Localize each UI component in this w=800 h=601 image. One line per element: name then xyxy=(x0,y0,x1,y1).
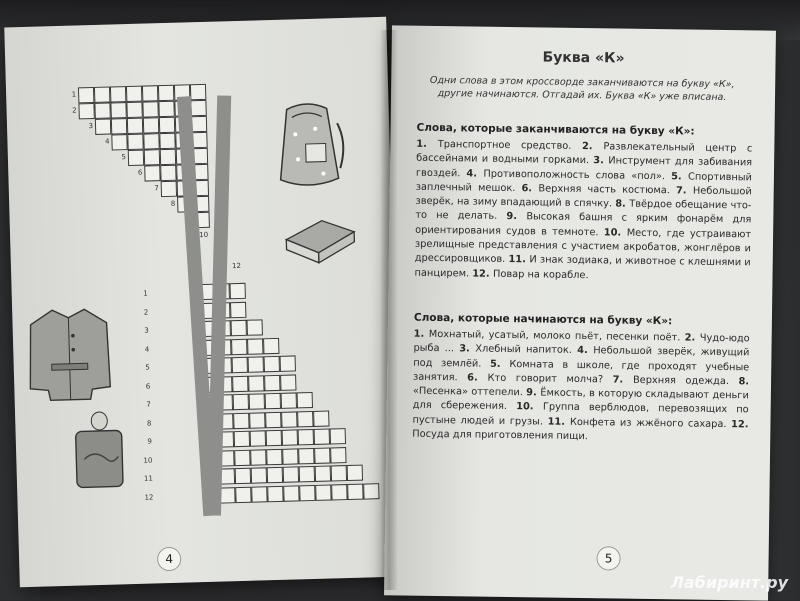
page-number-right: 5 xyxy=(596,546,620,570)
crossword-cell xyxy=(251,486,267,502)
crossword-cell xyxy=(219,487,235,503)
crossword-cell xyxy=(248,356,264,372)
crossword-cell xyxy=(160,149,176,165)
crossword-cell xyxy=(110,102,126,118)
clue-number: 3. xyxy=(593,155,609,167)
clue-text: Кто говорит молча? xyxy=(487,372,613,386)
crossword-cell xyxy=(95,119,111,135)
crossword-cell xyxy=(248,375,264,391)
clue-text: Посуда для приготовления пищи. xyxy=(412,428,588,443)
crossword-cell xyxy=(282,448,298,464)
row-number: 4 xyxy=(144,345,150,354)
row-number: 2 xyxy=(72,106,77,115)
crossword-cell xyxy=(331,465,347,481)
crossword-cell xyxy=(247,319,263,335)
crossword-cell xyxy=(249,393,265,409)
crossword-cell xyxy=(232,375,248,391)
crossword-cell xyxy=(126,102,142,118)
clue-text: Хлебный напиток. xyxy=(475,343,578,357)
row-number: 3 xyxy=(144,326,149,335)
crossword-cell xyxy=(231,320,247,336)
row-number: 3 xyxy=(88,122,94,131)
clue-number: 10. xyxy=(603,227,627,239)
section-ending-clues xyxy=(414,138,752,286)
crossword-cell xyxy=(142,85,158,101)
row-number: 10 xyxy=(143,455,153,465)
clue-number: 8. xyxy=(615,198,630,210)
row-number: 4 xyxy=(104,137,110,146)
page-number-left: 4 xyxy=(157,547,182,572)
crossword-cell xyxy=(297,410,313,426)
row-number: 7 xyxy=(146,400,151,409)
clue-text: Комната в школе, где проходят учебные занятия. xyxy=(413,358,750,384)
clue-text: Повар на корабле. xyxy=(492,268,589,281)
clue-text: Твёрдое обещание что-то не делать. xyxy=(415,198,752,223)
clue-text: И знак зодиака, и животное с клешнями и панцирем. xyxy=(414,254,751,280)
crossword-cell xyxy=(143,133,159,149)
clue-text: Мохнатый, усатый, молоко пьёт, песенки поёт. xyxy=(428,328,685,344)
left-page xyxy=(4,17,401,587)
clue-text: Группа верблюдов, перевозящих по пустыне людей и грузы. xyxy=(412,401,749,428)
crossword-cell xyxy=(144,165,160,181)
clue-number: 5. xyxy=(671,170,689,183)
coat-illustration xyxy=(22,302,117,405)
section-starting-heading: Слова, которые начинаются на букву «К»: xyxy=(413,311,673,328)
crossword-cell xyxy=(250,430,266,446)
row-number: 9 xyxy=(147,437,152,446)
row-number: 1 xyxy=(71,90,77,99)
crossword-cell xyxy=(142,101,158,117)
crossword-cell xyxy=(330,428,346,444)
row-number: 7 xyxy=(154,184,159,193)
row-number: 2 xyxy=(143,308,149,317)
clue-number: 6. xyxy=(521,183,539,195)
crossword-cell xyxy=(265,393,281,409)
row-number: 11 xyxy=(143,474,154,483)
clue-number: 12. xyxy=(731,418,749,431)
clue-text: Небольшой зверёк, живущий под землёй. xyxy=(413,345,750,370)
section-ending-heading: Слова, которые заканчиваются на букву «К»: xyxy=(416,121,695,138)
crossword-cell xyxy=(144,149,160,165)
clue-number: 7. xyxy=(675,185,694,197)
clue-text: Инструмент для забивания гвоздей. xyxy=(415,155,753,179)
crossword-cell xyxy=(128,150,144,166)
row-number: 8 xyxy=(146,418,152,428)
row-number: 1 xyxy=(143,289,148,298)
clue-text: Спортивный заплечный мешок. xyxy=(415,171,753,195)
clue-text: Небольшой зверёк, на зиму впадающий в спячку. xyxy=(415,185,752,210)
book-illustration xyxy=(282,214,359,268)
clue-number: 2. xyxy=(684,332,700,344)
page-title: Буква «К» xyxy=(542,49,625,67)
crossword-cell xyxy=(298,447,314,463)
backpack-illustration xyxy=(266,98,349,195)
book-gutter-shadow xyxy=(380,30,398,590)
clue-number: 9. xyxy=(526,387,541,399)
crossword-cell xyxy=(234,431,250,447)
crossword-cell xyxy=(331,484,347,500)
clue-text: Верхняя часть костюма. xyxy=(538,183,677,197)
crossword-cell xyxy=(267,467,283,483)
clue-number: 4. xyxy=(577,345,594,357)
clue-number: 3. xyxy=(459,343,476,355)
crossword-cell xyxy=(110,86,126,102)
crossword-cell xyxy=(282,429,298,445)
crossword-cell xyxy=(161,181,177,197)
row-number: 6 xyxy=(137,168,143,177)
row-number: 6 xyxy=(145,382,151,391)
row-number: 12 xyxy=(144,492,154,502)
crossword-cell xyxy=(299,484,315,500)
clue-number: 4. xyxy=(466,167,484,180)
clue-text: Конфета из жжёного сахара. xyxy=(569,416,732,430)
clue-text: Противоположность слова «пол». xyxy=(483,168,672,182)
clue-number: 5. xyxy=(489,358,510,370)
clue-number: 2. xyxy=(581,141,604,153)
crossword-cell xyxy=(266,430,282,446)
crossword-cell xyxy=(264,356,280,372)
crossword-cell xyxy=(111,118,127,134)
crossword-cell xyxy=(143,117,159,133)
section-starting-clues xyxy=(412,328,750,447)
clue-number: 8. xyxy=(738,376,750,388)
crossword-cell xyxy=(159,133,175,149)
crossword-cell xyxy=(234,449,250,465)
crossword-cell xyxy=(191,116,207,132)
crossword-cell xyxy=(232,357,248,373)
crossword-cell xyxy=(266,448,282,464)
crossword-cell xyxy=(94,87,110,103)
row-number: 12 xyxy=(231,261,242,271)
row-number: 10 xyxy=(199,230,209,240)
crossword-cell xyxy=(298,429,314,445)
instructions-text: Одни слова в этом кроссворде заканчиваются на букву «К», другие начинаются. Отгадай их. Буква «К» уже вписана. xyxy=(429,74,735,104)
clue-number: 11. xyxy=(547,416,570,428)
row-number: 5 xyxy=(121,153,127,162)
clue-number: 7. xyxy=(612,374,634,386)
crossword-cell xyxy=(315,466,331,482)
crossword-cell xyxy=(127,134,143,150)
crossword-cell xyxy=(315,484,331,500)
jar-illustration xyxy=(67,408,129,492)
crossword-cell xyxy=(249,412,265,428)
clue-text: Чудо-юдо рыба ... xyxy=(413,332,750,355)
crossword-cell xyxy=(283,485,299,501)
clue-number: 1. xyxy=(413,328,429,340)
crossword-cell xyxy=(283,466,299,482)
clue-number: 6. xyxy=(467,372,488,384)
clue-text: «Песенка» оттепели. xyxy=(412,385,527,399)
crossword-cell xyxy=(267,485,283,501)
crossword-cell xyxy=(250,449,266,465)
crossword-cell xyxy=(314,429,330,445)
crossword-cell xyxy=(235,486,251,502)
clue-number: 12. xyxy=(472,268,494,280)
crossword-cell xyxy=(78,87,94,103)
crossword-cell xyxy=(251,467,267,483)
crossword-cell xyxy=(299,466,315,482)
crossword-cell xyxy=(190,100,206,116)
crossword-cell xyxy=(280,374,296,390)
watermark-logo: Лабиринт.ру xyxy=(670,573,788,592)
crossword-cell xyxy=(190,84,206,100)
crossword-cell xyxy=(281,392,297,408)
crossword-cell xyxy=(94,103,110,119)
crossword-cell xyxy=(280,355,296,371)
crossword-cell xyxy=(347,483,363,499)
row-number: 8 xyxy=(170,199,176,208)
crossword-cell xyxy=(313,410,329,426)
crossword-cell xyxy=(264,374,280,390)
crossword-cell xyxy=(230,301,246,317)
crossword-cell xyxy=(78,103,94,119)
crossword-cell xyxy=(158,101,174,117)
crossword-cell xyxy=(263,337,279,353)
crossword-cell xyxy=(160,165,176,181)
crossword-cell xyxy=(127,118,143,134)
clue-number: 10. xyxy=(516,401,544,413)
crossword-cell xyxy=(158,85,174,101)
crossword-cell xyxy=(265,411,281,427)
clue-text: Развлекательный центр с бассейнами и водными горками. xyxy=(416,141,753,167)
crossword-cell xyxy=(229,283,245,299)
crossword-cell xyxy=(159,117,175,133)
crossword-cell xyxy=(235,468,251,484)
clue-number: 9. xyxy=(506,211,527,223)
row-number: 5 xyxy=(145,363,150,372)
crossword-cell xyxy=(314,447,330,463)
clue-text: Транспортное средство. xyxy=(437,138,583,153)
crossword-cell xyxy=(231,338,247,354)
clue-text: Верхняя одежда. xyxy=(632,374,739,388)
right-page xyxy=(384,25,776,600)
crossword-cell xyxy=(281,411,297,427)
crossword-cell xyxy=(363,483,379,499)
crossword-cell xyxy=(297,392,313,408)
crossword-cell xyxy=(347,465,363,481)
crossword-cell xyxy=(330,447,346,463)
clue-number: 11. xyxy=(508,254,530,266)
crossword-cell xyxy=(111,134,127,150)
crossword-cell xyxy=(126,86,142,102)
crossword-cell xyxy=(233,412,249,428)
clue-number: 1. xyxy=(416,138,438,150)
crossword-cell xyxy=(247,338,263,354)
clue-text: Ёмкость, в которую складывают деньги для сбережения. xyxy=(412,387,749,413)
crossword-cell xyxy=(233,394,249,410)
clue-text: Место, где устраивают зрелищные представления с участием акробатов, жонглёров и дрессировщиков. xyxy=(414,227,752,266)
clue-text: Высокая башня с ярким фонарём для ориентирования судов в темноте. xyxy=(415,211,752,239)
